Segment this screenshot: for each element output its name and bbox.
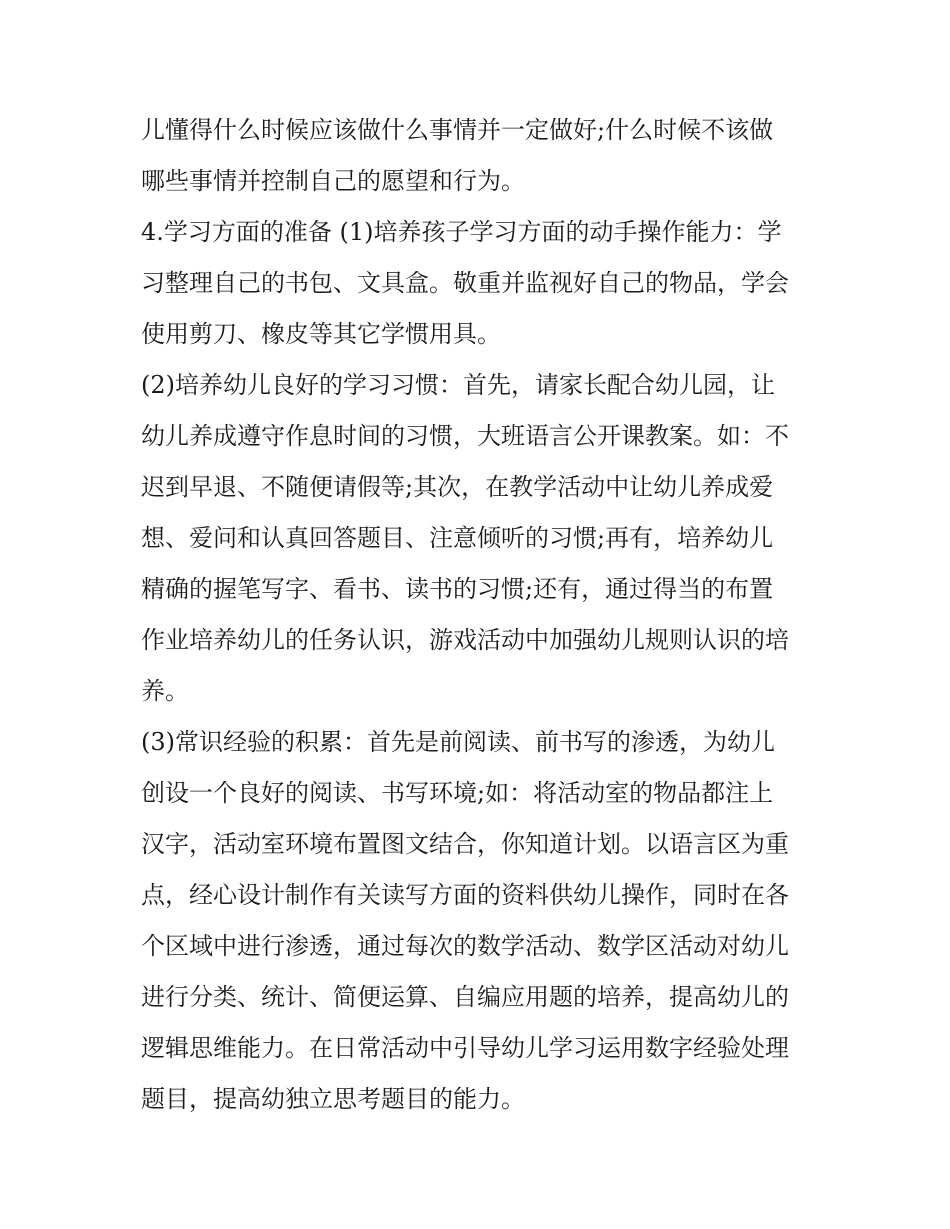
text-line: (2)培养幼儿良好的学习习惯：首先，请家长配合幼儿园，让 [141,371,775,399]
text-line: 题目，提高幼独立思考题目的能力。 [141,1085,525,1113]
text-line: 养。 [141,677,189,705]
text-line: 哪些事情并控制自己的愿望和行为。 [141,167,525,195]
text-line: 作业培养幼儿的任务认识，游戏活动中加强幼儿规则认识的培 [141,626,789,654]
text-line: 幼儿养成遵守作息时间的习惯，大班语言公开课教案。如：不 [141,422,789,450]
text-line: 迟到早退、不随便请假等;其次，在教学活动中让幼儿养成爱 [141,473,774,501]
text-line: 习整理自己的书包、文具盒。敬重并监视好自己的物品，学会 [141,269,789,297]
text-line: 汉字，活动室环境布置图文结合，你知道计划。以语言区为重 [141,830,789,858]
text-line: 想、爱问和认真回答题目、注意倾听的习惯;再有，培养幼儿 [141,524,774,552]
text-line: 个区域中进行渗透，通过每次的数学活动、数学区活动对幼儿 [141,932,789,960]
text-line: 4.学习方面的准备 (1)培养孩子学习方面的动手操作能力：学 [141,218,782,246]
text-line: 创设一个良好的阅读、书写环境;如：将活动室的物品都注上 [141,779,774,807]
text-line: 儿懂得什么时候应该做什么事情并一定做好;什么时候不该做 [141,116,774,144]
text-line: 进行分类、统计、简便运算、自编应用题的培养，提高幼儿的 [141,983,789,1011]
text-line: 点，经心设计制作有关读写方面的资料供幼儿操作，同时在各 [141,881,789,909]
text-line: 精确的握笔写字、看书、读书的习惯;还有，通过得当的布置 [141,575,774,603]
text-line: 使用剪刀、橡皮等其它学惯用具。 [141,320,501,348]
text-line: 逻辑思维能力。在日常活动中引导幼儿学习运用数字经验处理 [141,1034,789,1062]
text-line: (3)常识经验的积累：首先是前阅读、前书写的渗透，为幼儿 [141,728,775,756]
